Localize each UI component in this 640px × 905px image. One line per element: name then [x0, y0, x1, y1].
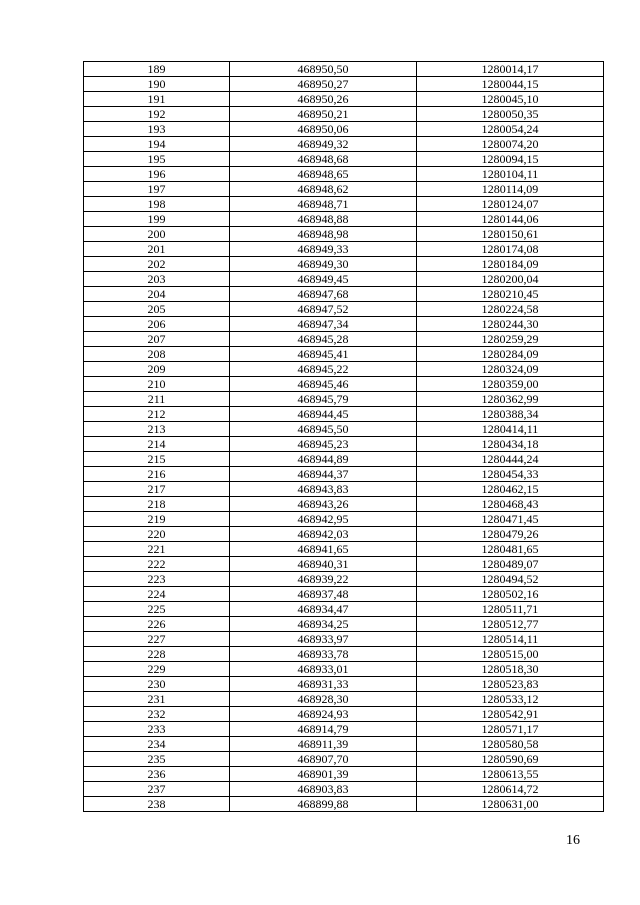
y-coordinate-cell: 1280104,11 [417, 167, 604, 182]
table-row [84, 197, 604, 212]
x-coordinate-cell: 468928,30 [230, 692, 417, 707]
y-coordinate-cell: 1280210,45 [417, 287, 604, 302]
x-coordinate-cell: 468945,22 [230, 362, 417, 377]
y-coordinate-cell: 1280494,52 [417, 572, 604, 587]
point-number-cell: 220 [84, 527, 230, 542]
table-row [84, 302, 604, 317]
point-number-cell: 210 [84, 377, 230, 392]
point-number-cell: 193 [84, 122, 230, 137]
y-coordinate-cell: 1280489,07 [417, 557, 604, 572]
x-coordinate-cell: 468933,01 [230, 662, 417, 677]
point-number-cell: 196 [84, 167, 230, 182]
x-coordinate-cell: 468901,39 [230, 767, 417, 782]
y-coordinate-cell: 1280518,30 [417, 662, 604, 677]
table-row [84, 767, 604, 782]
table-row [84, 137, 604, 152]
point-number-cell: 215 [84, 452, 230, 467]
table-row [84, 497, 604, 512]
point-number-cell: 214 [84, 437, 230, 452]
x-coordinate-cell: 468934,47 [230, 602, 417, 617]
x-coordinate-cell: 468911,39 [230, 737, 417, 752]
y-coordinate-cell: 1280414,11 [417, 422, 604, 437]
x-coordinate-cell: 468945,50 [230, 422, 417, 437]
table-row [84, 332, 604, 347]
point-number-cell: 207 [84, 332, 230, 347]
x-coordinate-cell: 468945,46 [230, 377, 417, 392]
y-coordinate-cell: 1280054,24 [417, 122, 604, 137]
x-coordinate-cell: 468937,48 [230, 587, 417, 602]
y-coordinate-cell: 1280580,58 [417, 737, 604, 752]
x-coordinate-cell: 468945,28 [230, 332, 417, 347]
y-coordinate-cell: 1280479,26 [417, 527, 604, 542]
table-row [84, 272, 604, 287]
x-coordinate-cell: 468940,31 [230, 557, 417, 572]
y-coordinate-cell: 1280481,65 [417, 542, 604, 557]
point-number-cell: 236 [84, 767, 230, 782]
y-coordinate-cell: 1280454,33 [417, 467, 604, 482]
table-row [84, 752, 604, 767]
x-coordinate-cell: 468914,79 [230, 722, 417, 737]
x-coordinate-cell: 468949,33 [230, 242, 417, 257]
table-row [84, 662, 604, 677]
x-coordinate-cell: 468948,71 [230, 197, 417, 212]
point-number-cell: 216 [84, 467, 230, 482]
table-row [84, 422, 604, 437]
x-coordinate-cell: 468947,34 [230, 317, 417, 332]
x-coordinate-cell: 468950,06 [230, 122, 417, 137]
y-coordinate-cell: 1280434,18 [417, 437, 604, 452]
point-number-cell: 191 [84, 92, 230, 107]
x-coordinate-cell: 468944,37 [230, 467, 417, 482]
point-number-cell: 230 [84, 677, 230, 692]
x-coordinate-cell: 468948,62 [230, 182, 417, 197]
table-row [84, 317, 604, 332]
table-row [84, 347, 604, 362]
y-coordinate-cell: 1280590,69 [417, 752, 604, 767]
x-coordinate-cell: 468942,95 [230, 512, 417, 527]
table-row [84, 227, 604, 242]
x-coordinate-cell: 468931,33 [230, 677, 417, 692]
y-coordinate-cell: 1280244,30 [417, 317, 604, 332]
point-number-cell: 203 [84, 272, 230, 287]
y-coordinate-cell: 1280184,09 [417, 257, 604, 272]
table-row [84, 722, 604, 737]
point-number-cell: 192 [84, 107, 230, 122]
y-coordinate-cell: 1280514,11 [417, 632, 604, 647]
y-coordinate-cell: 1280511,71 [417, 602, 604, 617]
page-number: 16 [566, 833, 580, 848]
y-coordinate-cell: 1280324,09 [417, 362, 604, 377]
table-row [84, 212, 604, 227]
y-coordinate-cell: 1280533,12 [417, 692, 604, 707]
table-row [84, 677, 604, 692]
y-coordinate-cell: 1280174,08 [417, 242, 604, 257]
x-coordinate-cell: 468950,26 [230, 92, 417, 107]
table-row [84, 287, 604, 302]
y-coordinate-cell: 1280613,55 [417, 767, 604, 782]
y-coordinate-cell: 1280284,09 [417, 347, 604, 362]
table-row [84, 617, 604, 632]
table-row [84, 737, 604, 752]
x-coordinate-cell: 468924,93 [230, 707, 417, 722]
point-number-cell: 217 [84, 482, 230, 497]
x-coordinate-cell: 468945,41 [230, 347, 417, 362]
point-number-cell: 226 [84, 617, 230, 632]
table-row [84, 167, 604, 182]
y-coordinate-cell: 1280523,83 [417, 677, 604, 692]
y-coordinate-cell: 1280614,72 [417, 782, 604, 797]
point-number-cell: 202 [84, 257, 230, 272]
point-number-cell: 205 [84, 302, 230, 317]
y-coordinate-cell: 1280094,15 [417, 152, 604, 167]
x-coordinate-cell: 468899,88 [230, 797, 417, 812]
x-coordinate-cell: 468933,78 [230, 647, 417, 662]
y-coordinate-cell: 1280631,00 [417, 797, 604, 812]
point-number-cell: 223 [84, 572, 230, 587]
table-row [84, 257, 604, 272]
point-number-cell: 235 [84, 752, 230, 767]
point-number-cell: 213 [84, 422, 230, 437]
x-coordinate-cell: 468947,68 [230, 287, 417, 302]
table-row [84, 527, 604, 542]
x-coordinate-cell: 468948,98 [230, 227, 417, 242]
point-number-cell: 209 [84, 362, 230, 377]
point-number-cell: 228 [84, 647, 230, 662]
point-number-cell: 218 [84, 497, 230, 512]
point-number-cell: 232 [84, 707, 230, 722]
x-coordinate-cell: 468948,65 [230, 167, 417, 182]
y-coordinate-cell: 1280259,29 [417, 332, 604, 347]
y-coordinate-cell: 1280515,00 [417, 647, 604, 662]
table-row [84, 77, 604, 92]
table-row [84, 692, 604, 707]
x-coordinate-cell: 468934,25 [230, 617, 417, 632]
table-row [84, 572, 604, 587]
x-coordinate-cell: 468933,97 [230, 632, 417, 647]
point-number-cell: 237 [84, 782, 230, 797]
point-number-cell: 195 [84, 152, 230, 167]
table-row [84, 797, 604, 812]
y-coordinate-cell: 1280388,34 [417, 407, 604, 422]
y-coordinate-cell: 1280224,58 [417, 302, 604, 317]
x-coordinate-cell: 468943,26 [230, 497, 417, 512]
x-coordinate-cell: 468950,21 [230, 107, 417, 122]
x-coordinate-cell: 468903,83 [230, 782, 417, 797]
y-coordinate-cell: 1280468,43 [417, 497, 604, 512]
x-coordinate-cell: 468939,22 [230, 572, 417, 587]
table-row [84, 587, 604, 602]
y-coordinate-cell: 1280050,35 [417, 107, 604, 122]
x-coordinate-cell: 468942,03 [230, 527, 417, 542]
y-coordinate-cell: 1280362,99 [417, 392, 604, 407]
y-coordinate-cell: 1280359,00 [417, 377, 604, 392]
y-coordinate-cell: 1280045,10 [417, 92, 604, 107]
x-coordinate-cell: 468948,68 [230, 152, 417, 167]
point-number-cell: 234 [84, 737, 230, 752]
y-coordinate-cell: 1280542,91 [417, 707, 604, 722]
table-row [84, 782, 604, 797]
table-row [84, 482, 604, 497]
point-number-cell: 197 [84, 182, 230, 197]
y-coordinate-cell: 1280471,45 [417, 512, 604, 527]
y-coordinate-cell: 1280502,16 [417, 587, 604, 602]
y-coordinate-cell: 1280124,07 [417, 197, 604, 212]
point-number-cell: 231 [84, 692, 230, 707]
y-coordinate-cell: 1280444,24 [417, 452, 604, 467]
table-row [84, 182, 604, 197]
table-row [84, 647, 604, 662]
x-coordinate-cell: 468944,45 [230, 407, 417, 422]
table-row [84, 602, 604, 617]
point-number-cell: 233 [84, 722, 230, 737]
table-row [84, 557, 604, 572]
y-coordinate-cell: 1280150,61 [417, 227, 604, 242]
point-number-cell: 222 [84, 557, 230, 572]
x-coordinate-cell: 468947,52 [230, 302, 417, 317]
table-row [84, 362, 604, 377]
y-coordinate-cell: 1280114,09 [417, 182, 604, 197]
point-number-cell: 238 [84, 797, 230, 812]
table-row [84, 242, 604, 257]
x-coordinate-cell: 468948,88 [230, 212, 417, 227]
point-number-cell: 190 [84, 77, 230, 92]
x-coordinate-cell: 468950,50 [230, 62, 417, 77]
coordinates-table [83, 61, 604, 812]
table-row [84, 437, 604, 452]
point-number-cell: 211 [84, 392, 230, 407]
table-row [84, 107, 604, 122]
y-coordinate-cell: 1280571,17 [417, 722, 604, 737]
y-coordinate-cell: 1280074,20 [417, 137, 604, 152]
point-number-cell: 206 [84, 317, 230, 332]
table-row [84, 407, 604, 422]
coordinates-table-body [84, 62, 604, 812]
table-row [84, 542, 604, 557]
x-coordinate-cell: 468943,83 [230, 482, 417, 497]
x-coordinate-cell: 468949,30 [230, 257, 417, 272]
x-coordinate-cell: 468950,27 [230, 77, 417, 92]
table-row [84, 377, 604, 392]
point-number-cell: 229 [84, 662, 230, 677]
table-row [84, 632, 604, 647]
x-coordinate-cell: 468945,79 [230, 392, 417, 407]
point-number-cell: 221 [84, 542, 230, 557]
y-coordinate-cell: 1280144,06 [417, 212, 604, 227]
table-row [84, 452, 604, 467]
point-number-cell: 194 [84, 137, 230, 152]
point-number-cell: 219 [84, 512, 230, 527]
y-coordinate-cell: 1280044,15 [417, 77, 604, 92]
table-row [84, 467, 604, 482]
point-number-cell: 189 [84, 62, 230, 77]
y-coordinate-cell: 1280462,15 [417, 482, 604, 497]
table-row [84, 62, 604, 77]
x-coordinate-cell: 468945,23 [230, 437, 417, 452]
x-coordinate-cell: 468944,89 [230, 452, 417, 467]
table-row [84, 152, 604, 167]
point-number-cell: 201 [84, 242, 230, 257]
x-coordinate-cell: 468907,70 [230, 752, 417, 767]
point-number-cell: 224 [84, 587, 230, 602]
point-number-cell: 208 [84, 347, 230, 362]
y-coordinate-cell: 1280512,77 [417, 617, 604, 632]
x-coordinate-cell: 468949,45 [230, 272, 417, 287]
x-coordinate-cell: 468949,32 [230, 137, 417, 152]
x-coordinate-cell: 468941,65 [230, 542, 417, 557]
point-number-cell: 225 [84, 602, 230, 617]
point-number-cell: 212 [84, 407, 230, 422]
point-number-cell: 200 [84, 227, 230, 242]
point-number-cell: 199 [84, 212, 230, 227]
table-row [84, 122, 604, 137]
point-number-cell: 198 [84, 197, 230, 212]
y-coordinate-cell: 1280014,17 [417, 62, 604, 77]
point-number-cell: 227 [84, 632, 230, 647]
table-row [84, 92, 604, 107]
table-row [84, 392, 604, 407]
table-row [84, 707, 604, 722]
table-row [84, 512, 604, 527]
y-coordinate-cell: 1280200,04 [417, 272, 604, 287]
point-number-cell: 204 [84, 287, 230, 302]
